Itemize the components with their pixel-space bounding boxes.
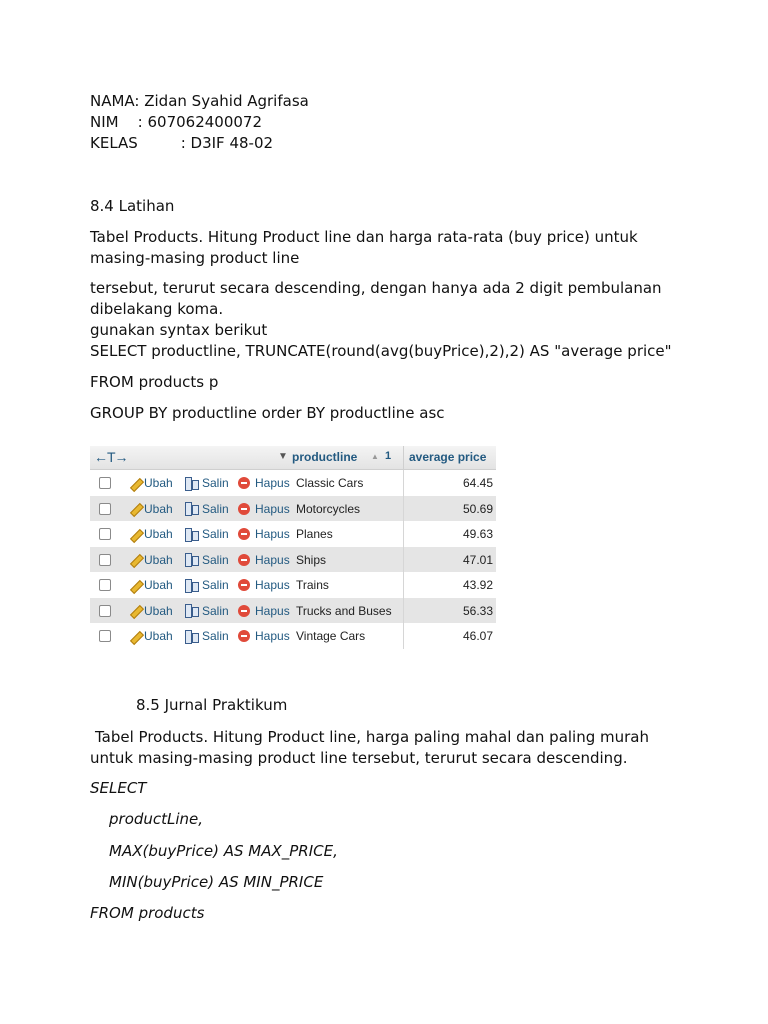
copy-button[interactable] [184, 629, 229, 643]
sql-line: FROM products p [90, 373, 219, 391]
copy-button[interactable] [184, 476, 229, 490]
delete-button[interactable] [238, 578, 290, 592]
cell-average-price: 43.92 [462, 578, 493, 592]
edit-button[interactable] [128, 553, 173, 567]
delete-icon [238, 554, 250, 566]
dropdown-caret-icon[interactable]: ▼ [278, 451, 288, 462]
table-row [90, 598, 496, 624]
delete-icon [238, 528, 250, 540]
row-checkbox[interactable] [99, 605, 111, 617]
delete-label: Hapus [255, 603, 290, 618]
paragraph: tersebut, terurut secara descending, dengan hanya ada 2 digit pembulanan dibelakang koma. [90, 279, 662, 318]
copy-label: Salin [202, 501, 229, 516]
column-divider [403, 572, 404, 598]
pencil-icon [128, 604, 141, 617]
sql-line: GROUP BY productline order BY productline asc [90, 404, 445, 422]
cell-productline: Classic Cars [296, 476, 364, 490]
cell-average-price: 46.07 [462, 629, 493, 643]
copy-label: Salin [202, 578, 229, 592]
paragraph: Tabel Products. Hitung Product line dan harga rata-rata (buy price) untuk masing-masing product line [90, 228, 638, 267]
student-name: NAMA: Zidan Syahid Agrifasa [90, 92, 309, 110]
pencil-icon [128, 579, 141, 592]
sql-line: SELECT [90, 779, 147, 797]
copy-icon [184, 528, 198, 541]
edit-button[interactable] [128, 502, 173, 516]
table-row [90, 547, 496, 573]
delete-icon [238, 579, 250, 591]
table-body [90, 470, 496, 649]
cell-average-price: 56.33 [462, 603, 493, 618]
delete-icon [238, 630, 250, 642]
copy-icon [184, 553, 198, 566]
table-row [90, 572, 496, 598]
copy-button[interactable] [184, 578, 229, 592]
query-result-table [90, 446, 496, 649]
cell-productline: Planes [296, 527, 333, 541]
delete-label: Hapus [255, 476, 290, 490]
delete-icon [238, 605, 250, 617]
cell-average-price: 50.69 [462, 501, 493, 516]
column-divider [403, 496, 404, 522]
edit-button[interactable] [128, 527, 173, 541]
cell-productline: Vintage Cars [296, 629, 366, 643]
edit-label: Ubah [144, 578, 173, 592]
cell-average-price: 49.63 [462, 527, 493, 541]
delete-label: Hapus [255, 527, 290, 541]
sql-line: MIN(buyPrice) AS MIN_PRICE [109, 873, 324, 891]
cell-productline: Ships [296, 552, 327, 567]
cell-productline: Trains [296, 578, 329, 592]
pencil-icon [128, 528, 141, 541]
paragraph: Tabel Products. Hitung Product line, harga paling mahal dan paling murah untuk masing-masing product line tersebut, terurut secara descending. [90, 728, 650, 767]
edit-label: Ubah [144, 603, 173, 618]
delete-icon [238, 503, 250, 515]
edit-button[interactable] [128, 629, 173, 643]
edit-label: Ubah [144, 527, 173, 541]
column-divider [403, 521, 404, 547]
delete-button[interactable] [238, 527, 290, 541]
pencil-icon [128, 477, 141, 490]
paragraph: gunakan syntax berikut [90, 321, 268, 339]
row-checkbox[interactable] [99, 630, 111, 642]
delete-label: Hapus [255, 578, 290, 592]
copy-icon [184, 502, 198, 515]
copy-label: Salin [202, 552, 229, 567]
sort-ascending-icon[interactable]: ▲ [371, 452, 379, 461]
delete-button[interactable] [238, 476, 290, 490]
edit-label: Ubah [144, 476, 173, 490]
column-nav-arrows[interactable]: ←T→ [94, 449, 128, 465]
column-divider [403, 547, 404, 573]
pencil-icon [128, 502, 141, 515]
section-heading: 8.4 Latihan [90, 197, 175, 215]
table-row [90, 496, 496, 522]
delete-button[interactable] [238, 604, 290, 618]
edit-button[interactable] [128, 476, 173, 490]
copy-icon [184, 604, 198, 617]
column-divider [403, 623, 404, 649]
row-checkbox[interactable] [99, 503, 111, 515]
edit-button[interactable] [128, 604, 173, 618]
edit-label: Ubah [144, 552, 173, 567]
pencil-icon [128, 630, 141, 643]
column-header-productline[interactable]: productline [292, 450, 358, 464]
cell-average-price: 64.45 [462, 476, 493, 490]
copy-label: Salin [202, 476, 229, 490]
row-checkbox[interactable] [99, 554, 111, 566]
copy-label: Salin [202, 603, 229, 618]
copy-icon [184, 477, 198, 490]
row-checkbox[interactable] [99, 579, 111, 591]
sort-order-number: 1 [385, 450, 392, 462]
column-divider [403, 598, 404, 624]
sql-line: MAX(buyPrice) AS MAX_PRICE, [109, 842, 338, 860]
student-nim: NIM : 607062400072 [90, 113, 263, 131]
sql-line: FROM products [90, 904, 205, 922]
cell-productline: Trucks and Buses [296, 603, 392, 618]
delete-label: Hapus [255, 629, 290, 643]
delete-button[interactable] [238, 553, 290, 567]
row-checkbox[interactable] [99, 528, 111, 540]
column-divider [403, 470, 404, 496]
table-header [90, 446, 496, 470]
copy-label: Salin [202, 629, 229, 643]
delete-button[interactable] [238, 629, 290, 643]
row-checkbox[interactable] [99, 477, 111, 489]
copy-button[interactable] [184, 502, 229, 516]
copy-button[interactable] [184, 553, 229, 567]
copy-button[interactable] [184, 604, 229, 618]
copy-icon [184, 579, 198, 592]
delete-icon [238, 477, 250, 489]
table-row [90, 521, 496, 547]
sql-line: SELECT productline, TRUNCATE(round(avg(buyPrice),2),2) AS "average price" [90, 342, 672, 360]
copy-button[interactable] [184, 527, 229, 541]
edit-button[interactable] [128, 578, 173, 592]
edit-label: Ubah [144, 501, 173, 516]
table-row [90, 623, 496, 649]
column-header-average-price[interactable]: average price [403, 446, 496, 469]
cell-productline: Motorcycles [296, 501, 361, 516]
copy-icon [184, 630, 198, 643]
table-row [90, 470, 496, 496]
edit-label: Ubah [144, 629, 173, 643]
pencil-icon [128, 553, 141, 566]
section-heading: 8.5 Jurnal Praktikum [136, 696, 288, 714]
sql-line: productLine, [109, 810, 204, 828]
student-class: KELAS : D3IF 48-02 [90, 134, 274, 152]
cell-average-price: 47.01 [462, 552, 493, 567]
delete-label: Hapus [255, 552, 290, 567]
delete-label: Hapus [255, 501, 290, 516]
copy-label: Salin [202, 527, 229, 541]
delete-button[interactable] [238, 502, 290, 516]
